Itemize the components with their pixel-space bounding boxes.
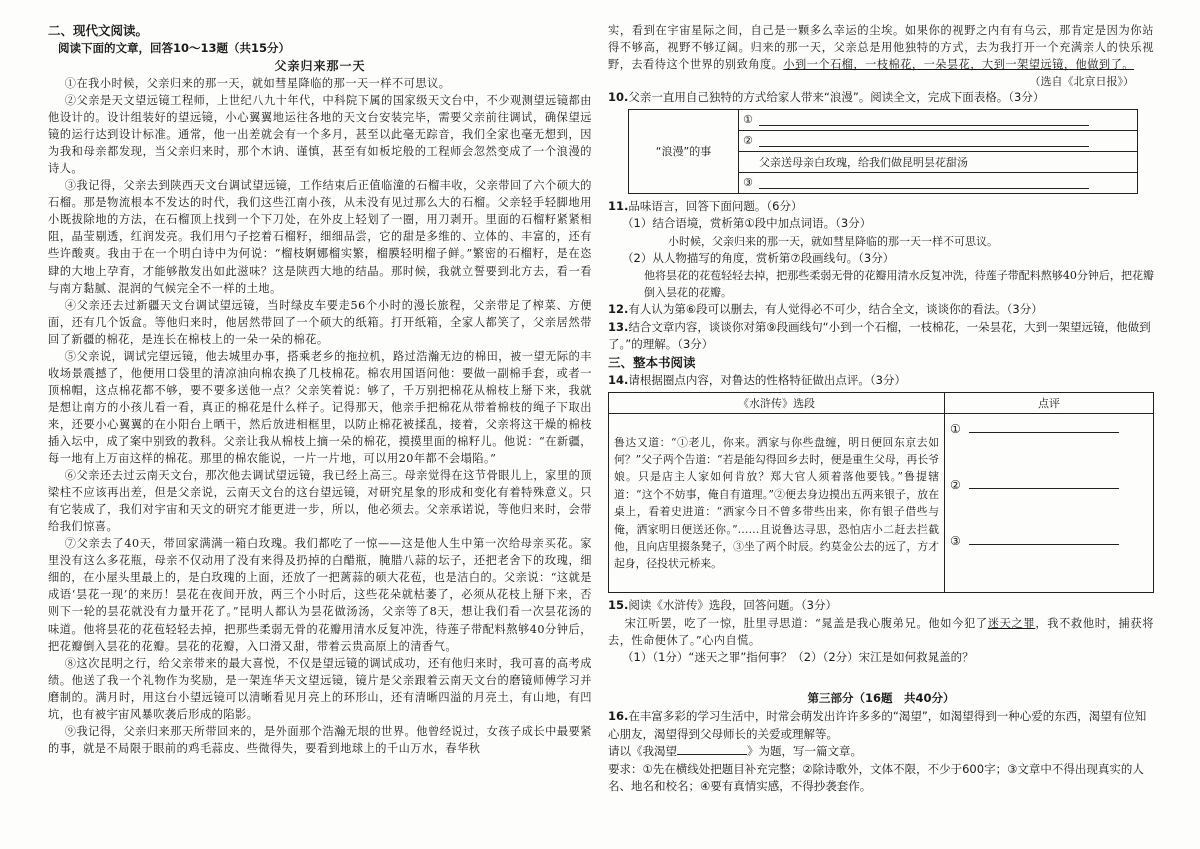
q14-col-comment: 点评 (945, 393, 1154, 414)
left-column (48, 22, 592, 822)
q10-table (628, 109, 1138, 194)
section-heading: 二、现代文阅读。 (48, 23, 149, 38)
q14-col-passage: 《水浒传》选段 (609, 393, 945, 414)
paragraph-2: ②父亲是天文望远镜工程师，上世纪八九十年代，中科院下属的国家级天文台中，不少观测望远镜都由他设计的。设计组装好的望远镜，小心翼翼地运往各地的天文台安装完毕，需要父亲前往调试，确保望远镜的运行达到设计标准。通常，他一出差就会有一个多月，甚至以此毫无踪音，我们全家也毫无想到，因为我和母亲都发现，当父亲归来时，那个木讷、谨慎，甚至有如板坨般的工程师会忽然变成了一个浪漫的诗人。 (48, 94, 592, 176)
article-source: （选自《北京日报》） (1029, 75, 1134, 89)
article-continuation: 实，看到在宇宙星际之间，自己是一颗多么幸运的尘埃。如果你的视野之内有有乌云，那肯定是因为你站得不够高，视野不够辽阔。归来的那一天，父亲总是用他独特的方式，去为我打开一个充满亲人的快乐视野，去看待这个世界的别致角度。小到一个石榴，一枝棉花，一朵昙花，大到一架望远镜，他做到了。 (608, 24, 1154, 72)
q14-comment-2[interactable]: ② (950, 478, 1148, 534)
question-14: 14.请根据圈点内容，对鲁达的性格特征做出点评。（3分） (608, 372, 906, 387)
paragraph-6: ⑥父亲还去过云南天文台，那次他去调试望远镜，我已经上高三。母亲觉得在这节骨眼儿上，家里的顶梁柱不应该再出差，但是父亲说，云南天文台的这台望远镜，对研究星象的形成和变化有着特殊意义。只有它装成了，我们对宇宙和天文的研究才能更进一步，所以，他必须去。父亲承诺说，等他归来时，会带给我们惊喜。 (48, 469, 592, 534)
q14-comment-3[interactable]: ③ (950, 534, 1148, 590)
part-3-heading: 第三部分（16题 共40分） (807, 691, 955, 706)
question-10: 10.父亲一直用自己独特的方式给家人带来“浪漫”。阅读全文，完成下面表格。（3分） (608, 90, 1045, 105)
q10-answer-1[interactable]: ① (739, 109, 1138, 130)
q14-comment-cell (945, 414, 1154, 593)
article-title: 父亲归来那一天 (274, 59, 366, 73)
question-11: 11.品味语言，回答下面问题。（6分） (608, 198, 803, 213)
q10-answer-2[interactable]: ② (739, 130, 1138, 151)
section-3-heading: 三、整本书阅读 (608, 354, 696, 370)
right-column (608, 22, 1154, 828)
q11-quote-1: 小时候，父亲归来的那一天，就如彗星降临的那一天一样不可思议。 (668, 234, 998, 248)
paragraph-8: ⑧这次昆明之行，给父亲带来的最大喜悦，不仅是望远镜的调试成功，还有他归来时，我可喜的高考成绩。他送了我一个礼物作为奖励，是一架连华天文望远镜，镜片是父亲跟着云南天文台的磨镜师傅学习并磨制的。满月时，用这台小望远镜可以清晰看见月亮上的环形山，还有清晰四溢的月亮土，有山地，有凹坑，也有被宇宙风暴吹袭后形成的陷影。 (48, 656, 592, 721)
q16-title-blank[interactable] (677, 744, 747, 755)
underlined-sentence: 小到一个石榴，一枝棉花，一朵昙花，大到一架望远镜，他做到了。 (783, 58, 1134, 72)
q10-answer-3[interactable]: ③ (739, 172, 1138, 193)
question-16: 16.在丰富多彩的学习生活中，时常会萌发出许许多多的“渴望”，如渴望得到一种心爱的东西，渴望有位知心朋友，渴望得到父母师长的关爱或理解等。 (608, 709, 1147, 741)
q15-subquestions: （1）（1分）“迷天之罪”指何事？（2）（2分）宋江是如何救晁盖的？ (622, 649, 974, 664)
q14-comment-1[interactable]: ① (950, 422, 1148, 478)
paragraph-1: ①在我小时候，父亲归来的那一天，就如彗星降临的那一天一样不可思议。 (64, 77, 451, 90)
q15-passage: 宋江听罢，吃了一惊，肚里寻思道：“晁盖是我心腹弟兄。他如今犯了迷天之罪，我不救他时，捕获将去，性命便休了。”心内自慌。 (608, 616, 1154, 647)
q16-title-prompt: 请以《我渴望 》为题，写一篇文章。 (608, 744, 862, 759)
paragraph-3: ③我记得，父亲去到陕西天文台调试望远镜，工作结束后正值临潼的石榴丰收，父亲带回了六个硕大的石榴。那是物流根本不发达的时代，我们这些江南小孩，从未没有见过那么大的石榴。父亲轻手轻脚地用小既拔除地的方法，在石榴顶上找到一个下刀处，在外皮上轻划了一圈，用刀剥开。里面的石榴籽紧紧相阻，晶莹剔透，红润发亮。我们用勺子挖着石榴籽，细细品尝，它的甜是多维的、立体的、丰富的，还有些许酸爽。我由于在一个明白诗中为何说：“榴枝婀娜榴实繁，榴膜轻明榴子鲜。”繁密的石榴籽，是在恣肆的大地上孕育，才能够散发出如此滋味？这是陕西大地的结晶。那时候，我就立誓要到北方去，看一看与南方黏腻、混润的气候完全不一样的土地。 (48, 179, 592, 295)
reading-instruction: 阅读下面的文章，回答10～13题（共15分） (58, 41, 291, 55)
q14-table (608, 392, 1154, 593)
q16-requirements: 要求：①先在横线处把题目补充完整；②除诗歌外，文体不限，不少于600字；③文章中不得出现真实的人名、地名和校名；④要有真情实感，不得抄袭套作。 (608, 761, 1144, 794)
paragraph-5: ⑤父亲说，调试完望远镜，他去城里办事，搭乘老乡的拖拉机，路过浩瀚无边的棉田，被一望无际的丰收场景震撼了，他便用口袋里的清凉油向棉农换了几枝棉花。棉农用国语问他：要做一副棉手套，或者一顶棉帽，这点棉花都不够，要不要多送他一点？父亲笑着说：够了，千万别把棉花从棉枝上掰下来，我就是想让南方的小孩儿看一看，真正的棉花是什么样子。记得那天，他亲手把棉花从带着棉枝的绳子下取出来，还要小心翼翼的在小阳台上晒干，然后放进相框里，以防止棉花被揉乱，接着，父亲将这干燥的棉枝插入坛中，成了案中别致的教科。父亲让我从棉枝上摘一朵的棉花，摸摸里面的棉籽儿。他说：“在新疆，每一地有上万亩这样的棉花。那里的棉农能说，一片一片地，可以用20年都不会塌陷。” (48, 349, 592, 466)
q11-quote-2: 他将昙花的花苞轻轻去掉，把那些柔弱无骨的花瓣用清水反复冲洗，待莲子带配料熬够40分钟后，把花瓣倒入昙花的花瓣。 (644, 269, 1154, 300)
q11-sub-1: （1）结合语境，赏析第①段中加点词语。（3分） (622, 216, 872, 231)
paragraph-4: ④父亲还去过新疆天文台调试望远镜，当时绿皮车要走56个小时的漫长旅程，父亲带足了榨菜、方便面，还有几个饭盒。等他归来时，他居然带回了一个硕大的纸箱。打开纸箱，全家人都笑了，父亲居然带回了新疆的棉花，是连长在棉枝上的一朵一朵的棉花。 (48, 298, 592, 346)
q11-sub-2: （2）从人物描写的角度，赏析第⑦段画线句。（3分） (622, 250, 895, 265)
question-13: 13.结合文章内容，谈谈你对第⑨段画线句“小到一个石榴，一枝棉花，一朵昙花，大到一架望远镜，他做到了。”的理解。（3分） (608, 319, 1151, 352)
paragraph-9: ⑨我记得，父亲归来那天所带回来的，是外面那个浩瀚无垠的世界。他曾经说过，女孩子成长中最要紧的事，就是不局限于眼前的鸡毛蒜皮、些微得失，要看到地球上的千山万水，春华秋 (48, 724, 592, 755)
paragraph-7: ⑦父亲去了40天，带回家满满一箱白玫瑰。我们都吃了一惊——这是他人生中第一次给母亲买花。家里没有这么多花瓶，母亲不仅动用了没有来得及扔掉的白醋瓶，腌腊八蒜的坛子，还把老舍下的玫瑰，细细的，在小屋头里最上的，是白玫瑰的上面，还放了一把蓠蒜的硕大花苞，也是洁白的。父亲说：“这就是成语‘昙花一现’的来历！昙花在夜间开放，两三个小时后，这些花朵就枯萎了，必须从花枝上掰下来，否则下一轮的昙花就没有力量开花了。”昆明人都认为昙花做汤汤，父亲等了8天，想让我们看一次昙花汤的味道。他将昙花的花苞轻轻去掉，把那些柔弱无骨的花瓣用清水反复冲洗，待莲子带配料熬够40分钟后，把花瓣倒入昙花的花瓣。昙花的花瓣，入口滑又甜，带着云贵高原上的清香气。 (48, 537, 592, 653)
q10-row-label: “浪漫”的事 (629, 109, 739, 193)
question-12: 12.有人认为第⑥段可以删去，有人觉得必不可少，结合全文，谈谈你的看法。（3分） (608, 302, 1043, 317)
q14-passage: 鲁达又道：“①老儿，你来。洒家与你些盘缠，明日便回东京去如何？”父子两个告道：“若是能勾得回乡去时，便是重生父母，再长爷娘。只是店主人家如何肯放？郑大官人须着落他要钱。”鲁提辖道：“这个不妨事，俺自有道理。”②便去身边摸出五两来银子，放在桌上，看着史进道：“洒家今日不曾多带些出来，你有银子借些与俺，洒家明日便送还你。”……且说鲁达寻思，恐怕店小二赶去拦截他，且向店里掇条凳子，③坐了两个时辰。约莫金公去的远了，方才起身，径投状元桥来。 (609, 414, 945, 593)
question-15: 15.阅读《水浒传》选段，回答问题。（3分） (608, 598, 837, 613)
q10-given-item: 父亲送母亲白玫瑰，给我们做昆明昙花甜汤 (739, 151, 1138, 172)
